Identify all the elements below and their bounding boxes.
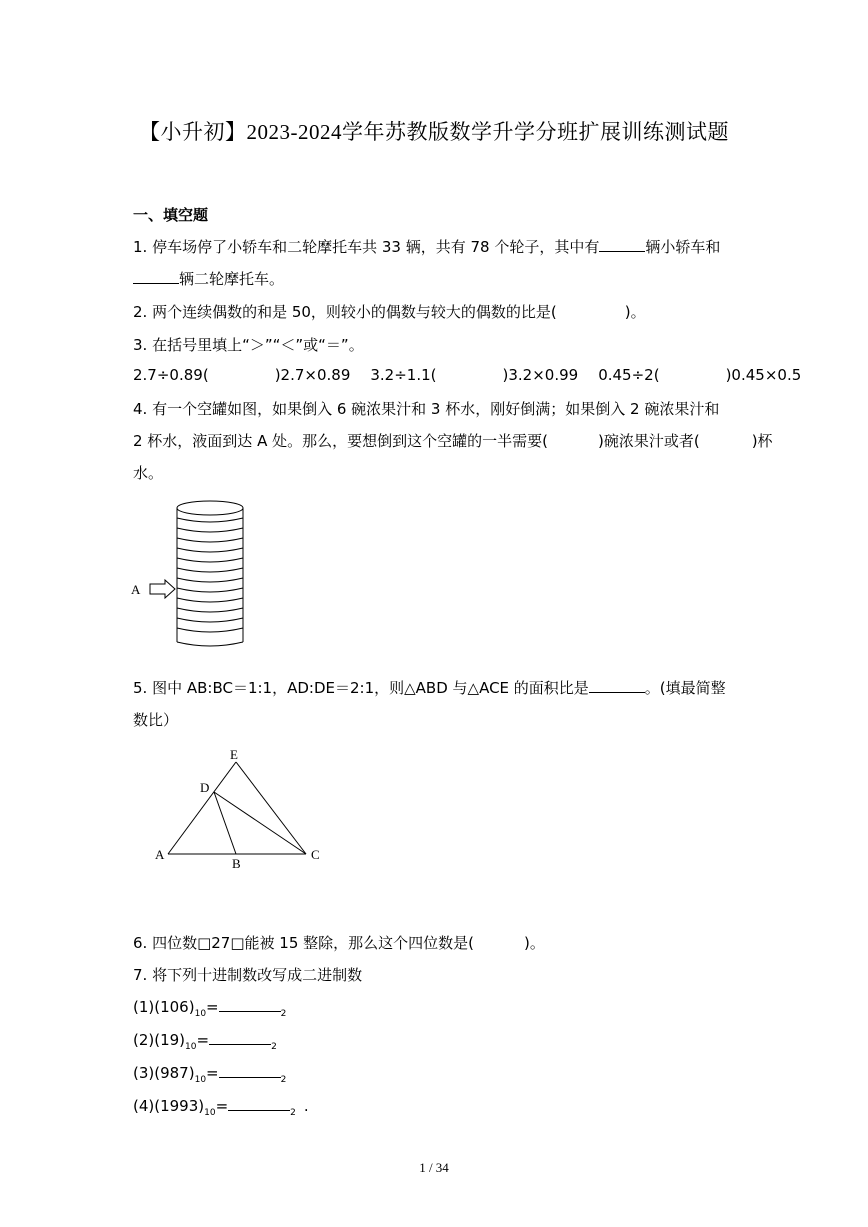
answer-blank[interactable] xyxy=(589,678,645,693)
question-2-close: )。 xyxy=(624,303,646,321)
question-1-line-2 xyxy=(133,268,284,289)
question-6 xyxy=(133,932,545,953)
base-2: 2 xyxy=(280,1075,287,1085)
question-2-text: 2. 两个连续偶数的和是 50，则较小的偶数与较大的偶数的比是( xyxy=(133,303,557,321)
question-6-text: 6. 四位数□27□能被 15 整除，那么这个四位数是( xyxy=(133,934,474,952)
answer-blank[interactable] xyxy=(209,1030,271,1045)
question-6-close: )。 xyxy=(524,934,545,952)
label-a: A xyxy=(155,847,165,862)
question-7-item-4 xyxy=(133,1096,309,1118)
question-7: 7. 将下列十进制数改写成二进制数 xyxy=(133,966,363,984)
item-number: (4)(1993) xyxy=(133,1097,205,1115)
answer-blank[interactable] xyxy=(599,237,645,252)
equals-sign: = xyxy=(215,1097,229,1115)
question-5-line-2: 数比） xyxy=(133,711,179,729)
base-2: 2 xyxy=(271,1042,277,1052)
item-number: (2)(19) xyxy=(133,1031,186,1049)
base-10: 10 xyxy=(194,1075,207,1085)
page-number: 1 / 34 xyxy=(419,1160,449,1175)
compare-item-2-right: )3.2×0.99 xyxy=(502,366,579,384)
equals-sign: = xyxy=(206,998,219,1016)
trailing-period: . xyxy=(303,1097,309,1115)
question-5-line-1 xyxy=(133,677,726,698)
question-5-text: 5. 图中 AB:BC＝1:1，AD:DE＝2:1，则△ABD 与△ACE 的面积比是 xyxy=(133,679,589,697)
question-4-text-3: )杯 xyxy=(751,432,773,450)
question-4-line-1: 4. 有一个空罐如图，如果倒入 6 碗浓果汁和 3 杯水，刚好倒满；如果倒入 2 碗浓果汁和 xyxy=(133,400,720,418)
compare-item-2-left: 3.2÷1.1( xyxy=(370,366,437,384)
label-e: E xyxy=(230,747,238,762)
question-1-text: 1. 停车场停了小轿车和二轮摩托车共 33 辆，共有 78 个轮子，其中有 xyxy=(133,238,600,256)
question-1-text-c: 辆二轮摩托车。 xyxy=(179,270,285,288)
question-7-item-3 xyxy=(133,1063,286,1085)
arrow-right-icon xyxy=(150,580,175,598)
answer-blank[interactable] xyxy=(219,997,281,1012)
question-4-text: 2 杯水，液面到达 A 处。那么，要想倒到这个空罐的一半需要( xyxy=(133,432,548,450)
equals-sign: = xyxy=(196,1031,210,1049)
base-10: 10 xyxy=(185,1042,197,1052)
item-number: (1)(106) xyxy=(133,998,195,1016)
compare-item-1-left: 2.7÷0.89( xyxy=(133,366,209,384)
cylinder-figure xyxy=(125,494,255,654)
triangle-figure xyxy=(150,745,340,875)
equals-sign: = xyxy=(206,1064,219,1082)
question-3: 3. 在括号里填上“＞”“＜”或“＝”。 xyxy=(133,336,364,354)
label-c: C xyxy=(311,847,320,862)
question-4-line-2 xyxy=(133,430,773,451)
question-1-text-b: 辆小轿车和 xyxy=(645,238,721,256)
fig-label-a: A xyxy=(131,582,141,597)
compare-item-3-left: 0.45÷2( xyxy=(598,366,660,384)
answer-blank[interactable] xyxy=(133,269,179,284)
question-3-items xyxy=(133,366,801,384)
base-2: 2 xyxy=(280,1009,287,1019)
page-title: 【小升初】2023-2024学年苏教版数学升学分班扩展训练测试题 xyxy=(139,120,729,144)
label-d: D xyxy=(200,780,210,795)
base-10: 10 xyxy=(194,1009,207,1019)
compare-item-1-right: )2.7×0.89 xyxy=(274,366,351,384)
base-10: 10 xyxy=(204,1108,216,1118)
answer-blank[interactable] xyxy=(219,1063,281,1078)
question-4-line-3: 水。 xyxy=(133,464,164,482)
question-5-text-2: 。(填最简整 xyxy=(644,679,726,697)
compare-item-3-right: )0.45×0.5 xyxy=(725,366,802,384)
question-1-line-1 xyxy=(133,236,720,257)
answer-blank[interactable] xyxy=(228,1096,290,1111)
item-number: (3)(987) xyxy=(133,1064,195,1082)
question-7-item-1 xyxy=(133,997,286,1019)
section-heading: 一、填空题 xyxy=(133,206,209,224)
question-7-item-2 xyxy=(133,1030,277,1052)
label-b: B xyxy=(232,856,241,871)
question-4-text-2: )碗浓果汁或者( xyxy=(597,432,700,450)
base-2: 2 xyxy=(290,1108,296,1118)
question-2 xyxy=(133,301,646,322)
